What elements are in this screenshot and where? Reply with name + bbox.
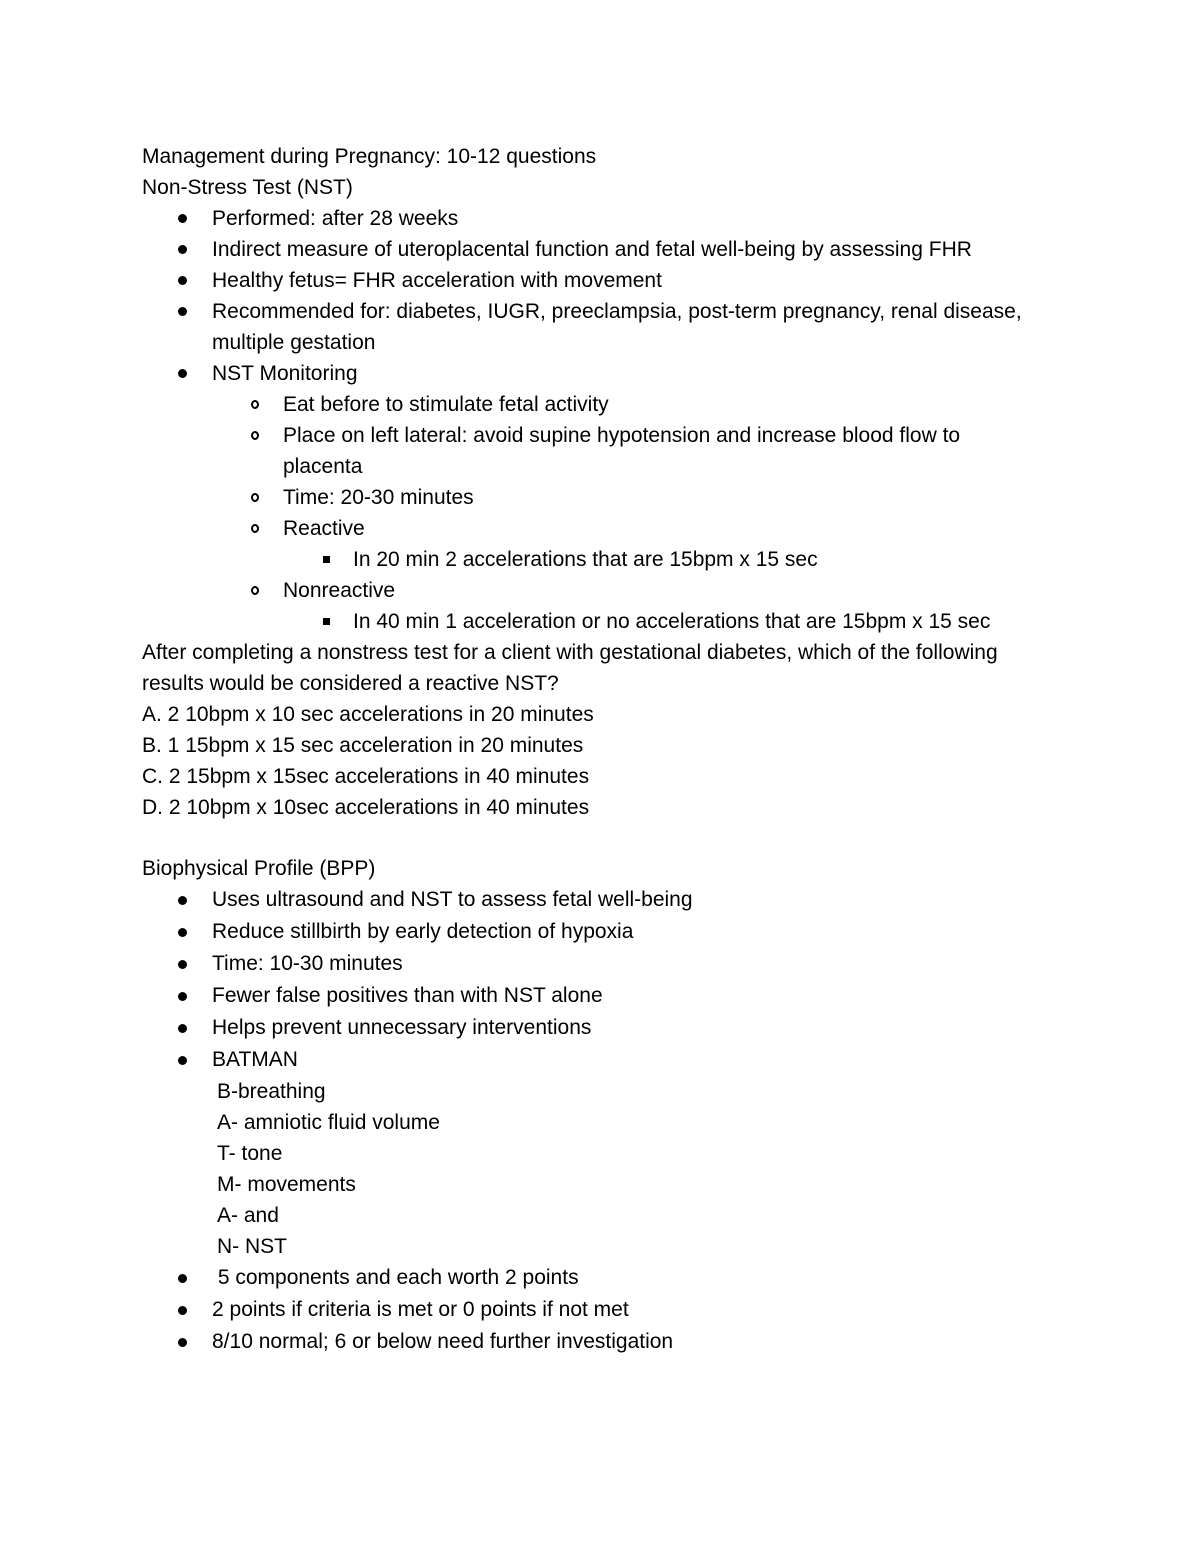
bullet-icon: [172, 980, 192, 1012]
batman-item: B-breathing: [217, 1080, 326, 1103]
list-item-text: BATMAN: [212, 1048, 298, 1071]
paragraph-spacer: [142, 823, 1062, 853]
circle-bullet-icon: [245, 482, 265, 513]
list-item: [142, 916, 1062, 948]
list-item-text: Uses ultrasound and NST to assess fetal well-being: [212, 888, 693, 911]
batman-item: A- amniotic fluid volume: [217, 1111, 440, 1134]
document-body: [142, 141, 1062, 1358]
sub-list-item-continuation: placenta: [283, 455, 363, 478]
question-text-line: results would be considered a reactive NST?: [142, 672, 559, 695]
bullet-icon: [172, 948, 192, 980]
sub-sub-list-item-text: In 40 min 1 acceleration or no accelerations that are 15bpm x 15 sec: [353, 610, 991, 633]
bullet-icon: [172, 358, 192, 389]
list-item-text: Fewer false positives than with NST alone: [212, 984, 603, 1007]
sub-list-item-text: Reactive: [283, 517, 365, 540]
list-item-text: 5 components and each worth 2 points: [212, 1266, 579, 1289]
list-item-text: Performed: after 28 weeks: [212, 207, 459, 230]
list-item: [142, 1294, 1062, 1326]
list-item: [142, 980, 1062, 1012]
nst-heading: Non-Stress Test (NST): [142, 176, 353, 199]
answer-option: B. 1 15bpm x 15 sec acceleration in 20 minutes: [142, 734, 584, 757]
list-item-text: 2 points if criteria is met or 0 points if not met: [212, 1298, 629, 1321]
batman-item: M- movements: [217, 1173, 356, 1196]
bullet-icon: [172, 1294, 192, 1326]
circle-bullet-icon: [245, 420, 265, 451]
batman-item: T- tone: [217, 1142, 283, 1165]
sub-sub-list-item-text: In 20 min 2 accelerations that are 15bpm x 15 sec: [353, 548, 818, 571]
answer-option: A. 2 10bpm x 10 sec accelerations in 20 minutes: [142, 703, 594, 726]
list-item: [142, 1044, 1062, 1076]
circle-bullet-icon: [245, 389, 265, 420]
question-text-line: After completing a nonstress test for a client with gestational diabetes, which of the following: [142, 641, 998, 664]
circle-bullet-icon: [245, 513, 265, 544]
bullet-icon: [172, 296, 192, 327]
sub-list-item: [142, 513, 1062, 544]
list-item: [142, 948, 1062, 980]
sub-list-item-text: Place on left lateral: avoid supine hypotension and increase blood flow to: [283, 424, 961, 447]
list-item: [142, 1012, 1062, 1044]
sub-list-item: [142, 575, 1062, 606]
list-item: [142, 884, 1062, 916]
bullet-icon: [172, 1262, 192, 1294]
bullet-icon: [172, 1044, 192, 1076]
sub-sub-list-item: [142, 544, 1062, 575]
square-bullet-icon: [316, 606, 336, 637]
batman-item: A- and: [217, 1204, 279, 1227]
list-item: [142, 1326, 1062, 1358]
bullet-icon: [172, 234, 192, 265]
bullet-icon: [172, 1012, 192, 1044]
square-bullet-icon: [316, 544, 336, 575]
list-item-text: Recommended for: diabetes, IUGR, preeclampsia, post-term pregnancy, renal disease,: [212, 300, 1022, 323]
list-item: [142, 265, 1062, 296]
bpp-heading: Biophysical Profile (BPP): [142, 857, 376, 880]
sub-list-item-text: Time: 20-30 minutes: [283, 486, 474, 509]
sub-list-item: [142, 420, 1062, 451]
list-item-text: Time: 10-30 minutes: [212, 952, 403, 975]
list-item: [142, 296, 1062, 327]
document-title: Management during Pregnancy: 10-12 questions: [142, 145, 597, 168]
circle-bullet-icon: [245, 575, 265, 606]
list-item-text: Indirect measure of uteroplacental function and fetal well-being by assessing FHR: [212, 238, 972, 261]
list-item-text: Reduce stillbirth by early detection of hypoxia: [212, 920, 634, 943]
list-item: [142, 234, 1062, 265]
sub-list-item-text: Eat before to stimulate fetal activity: [283, 393, 609, 416]
sub-list-item-text: Nonreactive: [283, 579, 396, 602]
list-item-text: NST Monitoring: [212, 362, 358, 385]
bullet-icon: [172, 884, 192, 916]
list-item: [142, 203, 1062, 234]
bullet-icon: [172, 1326, 192, 1358]
sub-sub-list-item: [142, 606, 1062, 637]
bullet-icon: [172, 916, 192, 948]
sub-list-item: [142, 389, 1062, 420]
list-item: [142, 1262, 1062, 1294]
list-item-continuation: multiple gestation: [212, 331, 376, 354]
bullet-icon: [172, 203, 192, 234]
list-item-text: Helps prevent unnecessary interventions: [212, 1016, 592, 1039]
list-item: [142, 358, 1062, 389]
answer-option: C. 2 15bpm x 15sec accelerations in 40 minutes: [142, 765, 590, 788]
sub-list-item: [142, 482, 1062, 513]
list-item-text: Healthy fetus= FHR acceleration with movement: [212, 269, 662, 292]
list-item-text: 8/10 normal; 6 or below need further investigation: [212, 1330, 674, 1353]
batman-item: N- NST: [217, 1235, 287, 1258]
answer-option: D. 2 10bpm x 10sec accelerations in 40 minutes: [142, 796, 590, 819]
bullet-icon: [172, 265, 192, 296]
